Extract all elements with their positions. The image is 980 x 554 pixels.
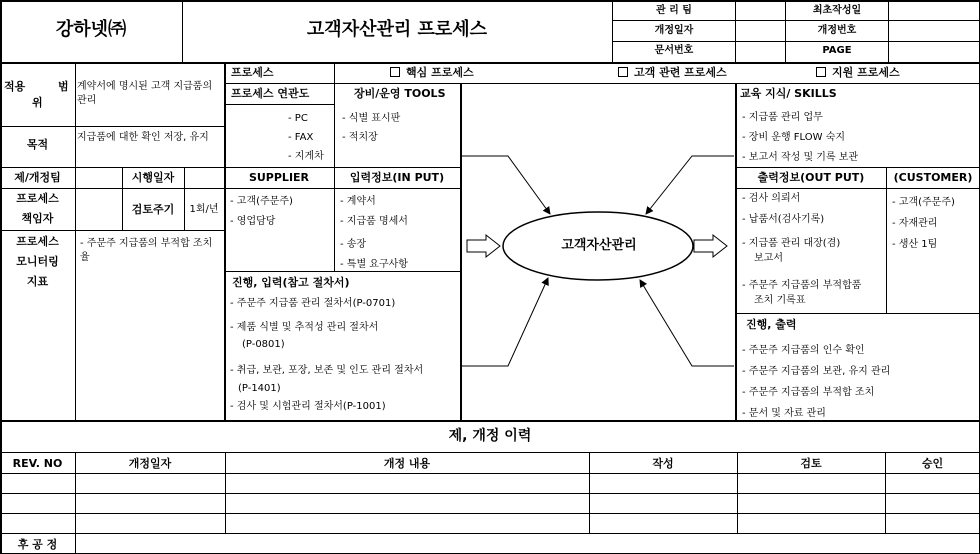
process-option-customer: 고객 관련 프로세스 [618, 66, 727, 80]
arrow-top-right [646, 156, 734, 214]
input-item: - 지급품 명세서 [340, 216, 408, 227]
proc-input-item: (P-1401) [238, 383, 281, 394]
input-list-2 [340, 235, 408, 275]
output-item: - 주문주 지급품의 부적합품 [742, 280, 862, 291]
meta-label-team: 관 리 팀 [656, 5, 692, 16]
supplier-label: SUPPLIER [248, 171, 310, 184]
effective-date-label: 시행일자 [131, 171, 175, 184]
proc-input-item: (P-0801) [242, 339, 285, 350]
tools-label: 장비/운영 TOOLS [354, 87, 446, 100]
arrow-bottom-right [640, 280, 734, 366]
customer-item: - 자재관리 [892, 218, 938, 229]
history-title: 제, 개정 이력 [448, 428, 532, 444]
history-col-reviewer: 검토 [800, 457, 822, 470]
tools-list [342, 109, 400, 147]
proc-output-item: - 주문주 지급품의 보관, 유지 관리 [742, 366, 891, 377]
review-cycle-value: 1회/년 [189, 204, 219, 215]
monitor-text: - 주문주 지급품의 부적합 조치율 [80, 238, 213, 263]
meta-label-page: PAGE [822, 45, 852, 56]
document-title: 고객자산관리 프로세스 [306, 19, 488, 40]
company-name: 강하넷㈜ [55, 19, 127, 40]
proc-input-item: - 제품 식별 및 추적성 관리 절차서 [230, 322, 379, 333]
process-option-core: 핵심 프로세스 [390, 66, 474, 80]
monitor-label-2: 모니터링 [16, 255, 59, 268]
output-label: 출력정보(OUT PUT) [757, 171, 865, 184]
related-list [288, 109, 324, 166]
checkbox-support[interactable] [816, 67, 826, 77]
purpose-label: 목적 [26, 138, 49, 151]
output-item: 조치 기록표 [754, 295, 806, 306]
tools-item: - 식별 표시판 [342, 113, 401, 124]
supplier-item: - 고객(주문주) [230, 196, 293, 207]
customer-label: (CUSTOMER) [893, 171, 973, 184]
footer-next-process-label: 후 공 정 [17, 538, 58, 551]
proc-input-label: 진행, 입력(참고 절차서) [232, 276, 350, 289]
output-item: - 검사 의뢰서 [742, 193, 801, 204]
skills-item: - 보고서 작성 및 기록 보관 [742, 152, 859, 163]
process-label: 프로세스 [231, 66, 274, 79]
arrow-bottom-left [462, 278, 548, 366]
input-item: - 특별 요구사항 [340, 259, 408, 270]
related-label: 프로세스 연관도 [231, 87, 310, 100]
customer-item: - 생산 1팀 [892, 239, 938, 250]
history-col-content: 개정 내용 [383, 457, 431, 470]
scope-label-b: 범 [58, 80, 69, 93]
proc-input-item: - 주문주 지급품 관리 절차서(P-0701) [230, 298, 396, 309]
proc-output-item: - 주문주 지급품의 인수 확인 [742, 345, 865, 356]
customer-list [892, 192, 955, 255]
skills-item: - 장비 운행 FLOW 숙지 [742, 132, 846, 143]
proc-input-item: - 취급, 보관, 포장, 보존 및 인도 관리 절차서 [230, 365, 424, 376]
monitor-label-3: 지표 [26, 275, 49, 288]
input-list [340, 192, 408, 232]
meta-label-firstdate: 최초작성일 [812, 5, 862, 16]
output-block-arrow [694, 235, 727, 257]
monitor-label-1: 프로세스 [16, 235, 59, 248]
output-item: - 지급품 관리 대장(겸) [742, 238, 841, 249]
supplier-list [230, 192, 293, 232]
proc-output-label: 진행, 출력 [746, 318, 797, 331]
scope-label-c: 위 [32, 96, 43, 109]
owner-label-1: 프로세스 [16, 192, 59, 205]
proc-output-list [742, 340, 890, 424]
related-item: - 지게차 [288, 151, 324, 162]
related-item: - PC [288, 113, 308, 124]
proc-output-item: - 주문주 지급품의 부적합 조치 [742, 387, 875, 398]
center-process-name: 고객자산관리 [561, 238, 637, 253]
related-item: - FAX [288, 132, 314, 143]
scope-label-a: 적용 [4, 80, 26, 93]
tools-item: - 적치장 [342, 132, 378, 143]
skills-label: 교육 지식/ SKILLS [740, 87, 837, 100]
history-col-date: 개정일자 [128, 457, 172, 470]
skills-list [742, 108, 858, 168]
input-item: - 계약서 [340, 196, 376, 207]
proc-output-item: - 문서 및 자료 관리 [742, 408, 826, 419]
scope-text: 계약서에 명시된 고객 지급품의 관리 [77, 81, 213, 106]
history-col-revno: REV. NO [12, 457, 63, 470]
meta-label-docno: 문서번호 [654, 45, 694, 56]
supplier-item: - 영업담당 [230, 216, 276, 227]
purpose-text: 지급품에 대한 확인 저장, 유지 [77, 132, 209, 143]
process-option-support: 지원 프로세스 [816, 66, 900, 80]
checkbox-customer[interactable] [618, 67, 628, 77]
owner-label-2: 책임자 [21, 212, 54, 225]
output-item: - 납품서(검사기록) [742, 214, 825, 225]
input-label: 입력정보(IN PUT) [349, 171, 445, 184]
meta-label-revno: 개정번호 [817, 25, 857, 36]
history-col-author: 작성 [652, 457, 674, 470]
input-item: - 송장 [340, 239, 367, 250]
meta-label-revdate: 개정일자 [654, 25, 694, 36]
arrow-top-left [462, 156, 550, 214]
proc-input-item: - 검사 및 시험관리 절차서(P-1001) [230, 401, 386, 412]
checkbox-core[interactable] [390, 67, 400, 77]
rev-team-label: 제/개정팀 [14, 171, 61, 184]
output-item: 보고서 [754, 253, 783, 264]
review-cycle-label: 검토주기 [131, 203, 175, 216]
customer-item: - 고객(주문주) [892, 197, 955, 208]
history-col-approver: 승인 [921, 457, 944, 470]
input-block-arrow [467, 235, 500, 257]
skills-item: - 지급품 관리 업무 [742, 112, 823, 123]
